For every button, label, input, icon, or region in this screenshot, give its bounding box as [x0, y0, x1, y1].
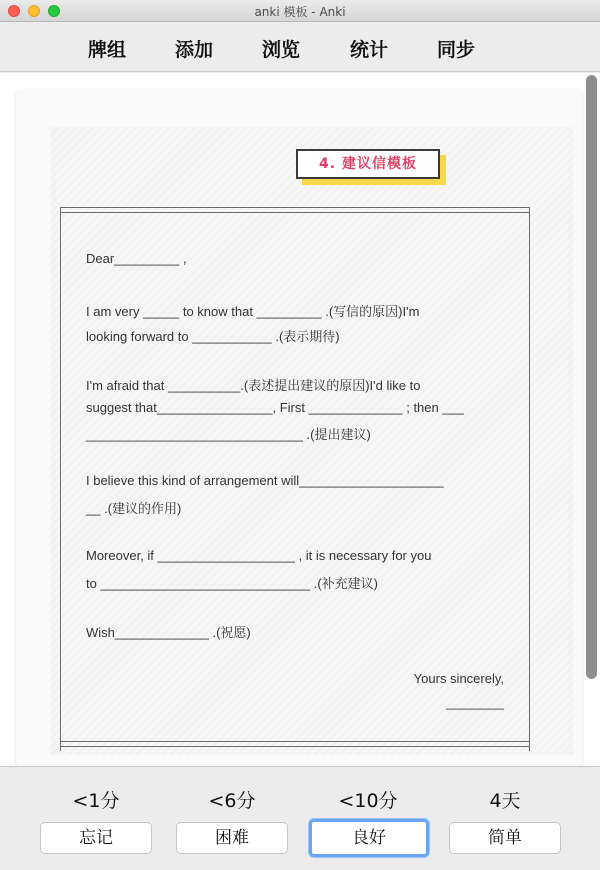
vertical-scrollbar[interactable] [584, 73, 598, 766]
toolbar-stats[interactable]: 统计 [350, 39, 389, 61]
scrollbar-thumb[interactable] [586, 75, 597, 679]
template-image [50, 127, 574, 755]
card-panel [16, 90, 582, 766]
letter-frame-top-rule [60, 207, 530, 213]
answer-bar [0, 766, 600, 870]
easy-button[interactable]: 简单 [449, 822, 561, 854]
letter-line: __ .(建议的作用) [86, 501, 182, 516]
letter-line: I'm afraid that __________.(表述提出建议的原因)I'd like to [86, 378, 421, 393]
template-heading: 4. 建议信模板 [296, 149, 440, 179]
interval-hard: <6分 [208, 790, 256, 812]
letter-line: to _____________________________ .(补充建议) [86, 576, 379, 591]
letter-line: ______________________________ .(提出建议) [86, 427, 371, 442]
letter-line: suggest that________________, First _____________ ; then ___ [86, 400, 465, 415]
interval-easy: 4天 [489, 790, 521, 812]
good-button[interactable]: 良好 [309, 819, 429, 857]
toolbar-decks[interactable]: 牌组 [88, 39, 127, 61]
hard-button[interactable]: 困难 [176, 822, 288, 854]
letter-line: I am very _____ to know that _________ .(写信的原因)I'm [86, 304, 420, 319]
again-button[interactable]: 忘记 [40, 822, 152, 854]
letter-closing: Yours sincerely, [413, 671, 504, 686]
letter-frame-bottom-rule [60, 741, 530, 747]
main-toolbar [0, 22, 600, 72]
review-content [0, 73, 600, 766]
toolbar-sync[interactable]: 同步 [437, 39, 476, 61]
letter-line: I believe this kind of arrangement will____________________ [86, 473, 444, 488]
letter-line: Dear_________ , [86, 251, 187, 266]
letter-line: Wish_____________ .(祝愿) [86, 625, 251, 640]
interval-again: <1分 [72, 790, 120, 812]
letter-line: looking forward to ___________ .(表示期待) [86, 329, 340, 344]
interval-good: <10分 [338, 790, 398, 812]
title-bar [0, 0, 600, 22]
toolbar-browse[interactable]: 浏览 [262, 39, 301, 61]
window-title: anki 模板 - Anki [254, 5, 346, 19]
toolbar-add[interactable]: 添加 [175, 39, 214, 61]
letter-signature: ________ [446, 695, 504, 710]
letter-line: Moreover, if ___________________ , it is necessary for you [86, 548, 432, 563]
